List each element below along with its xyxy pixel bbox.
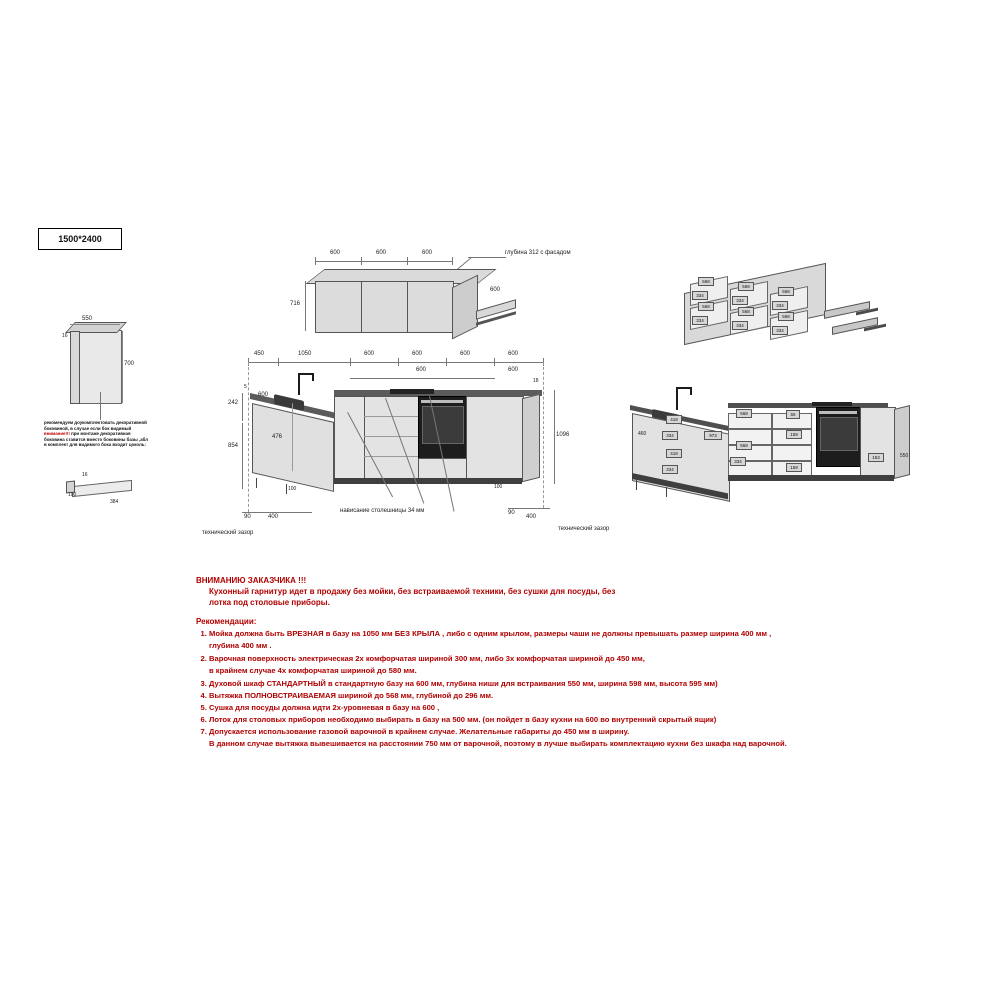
iso-base-right [860, 407, 896, 477]
rec-item-4: 4. Вытяжка ПОЛНОВСТРАИВАЕМАЯ шириной до 568 мм, глубиной до 296 мм. [209, 690, 896, 701]
side-panel-group [0, 0, 200, 520]
upper-cabinet-door-2 [361, 281, 409, 333]
iso-num-153: 153 [868, 453, 884, 462]
upper-height-dimline [305, 281, 306, 331]
dim-854: 854 [228, 443, 239, 449]
lower-width-600d: 600 [508, 351, 519, 357]
plinth-note-line4: боковина ставится вместо боковины базы ,абл [44, 436, 149, 442]
side-panel-width-label: 550 [82, 316, 93, 322]
iso-num-568b: 568 [736, 441, 752, 450]
iso-right-height-label: 550 [900, 453, 909, 459]
plinth-piece [72, 480, 132, 497]
upper-dimtick-1 [315, 257, 316, 265]
dim-leg-100-right: 100 [494, 484, 503, 490]
side-panel-height-dimline [122, 331, 123, 403]
faucet-tip [312, 373, 314, 381]
lower-width-450: 450 [254, 351, 265, 357]
lower-dimtick-1 [278, 358, 279, 366]
iso-upper-num-8: 568 [738, 307, 754, 316]
recommendations-list-2 [196, 653, 896, 664]
iso-left-height-label: 460 [638, 431, 647, 437]
iso-oven-glass [820, 417, 858, 451]
iso-faucet-stem [676, 387, 678, 410]
plinth-note-line2: боковиной, в случае если бок видимый [44, 425, 132, 431]
base-left-sink-width: 600 [258, 392, 269, 398]
lower-right-600: 600 [508, 367, 519, 373]
iso-num-568a: 568 [736, 409, 752, 418]
dim-400-left: 400 [268, 514, 279, 520]
rec-item-2-sub: в крайнем случае 4х комфорчатая шириной до 580 мм. [209, 666, 417, 675]
construction-line-left [248, 362, 249, 512]
iso-upper-num-7: 568 [698, 302, 714, 311]
upper-depth-note: глубина 312 с фасадом [505, 250, 571, 256]
dim-854-line [242, 423, 243, 489]
rec-item-1-sub: глубина 400 мм . [209, 641, 272, 650]
base-cabinet-right-side [522, 394, 540, 482]
iso-num-334b: 334 [662, 465, 678, 474]
side-panel-leader [100, 392, 102, 420]
iso-drawer-7 [772, 445, 812, 461]
recommendations-list [196, 628, 896, 639]
lower-right-18: 18 [533, 378, 539, 384]
side-panel-width-dimline [70, 324, 120, 325]
base-left-height-label: 476 [272, 434, 283, 440]
iso-num-418b: 418 [666, 449, 682, 458]
dim-242: 242 [228, 400, 239, 406]
iso-num-334a: 334 [662, 431, 678, 440]
lower-width-600c: 600 [460, 351, 471, 357]
upper-width-2: 600 [376, 250, 387, 256]
iso-upper-num-10: 334 [692, 316, 708, 325]
overhang-label: нависание столешницы 34 мм [340, 508, 425, 514]
iso-plinth [728, 475, 894, 481]
upper-width-1: 600 [330, 250, 341, 256]
plinth-height-label: 100 [68, 492, 77, 498]
iso-leg-2 [666, 487, 667, 497]
warning-line-2: лотка под столовые приборы. [209, 598, 330, 607]
iso-upper-num-6: 334 [772, 301, 788, 310]
rec-item-7-sub: В данном случае вытяжка вывешивается на расстоянии 750 мм от варочной, поэтому в лучше выбирать комплектацию кухни без шкафа над варочной. [209, 739, 787, 748]
rec-item-5: 5. Сушка для посуды должна идти 2х-уровневая в базу на 600 , [209, 702, 896, 713]
base-cabinet-right [466, 396, 524, 480]
iso-num-55: 55 [786, 410, 800, 419]
iso-faucet-tip [690, 387, 692, 395]
upper-dimtick-3 [407, 257, 408, 265]
iso-kitchen [600, 365, 920, 525]
dim-1096: 1096 [556, 432, 570, 438]
upper-depth-leader [468, 257, 506, 258]
iso-upper-num-5: 334 [732, 296, 748, 305]
faucet-stem [298, 373, 300, 395]
lower-dimtick-5 [494, 358, 495, 366]
base-cabinet-left-door-split [292, 403, 293, 471]
iso-upper-num-12: 334 [772, 326, 788, 335]
plinth-note-line5: в комплект для видимого бока входит цоколь: [44, 442, 146, 448]
iso-num-159a: 159 [786, 430, 802, 439]
dim-1096-line [554, 390, 555, 484]
iso-base-right-side [894, 405, 910, 479]
rec-item-1: 1. Мойка должна быть ВРЕЗНАЯ в базу на 1050 мм БЕЗ КРЫЛА , либо с одним крылом, размеры чаши не должны превышать размер ширина 400 мм , [209, 628, 896, 639]
upper-cabinets-elevation [290, 245, 571, 355]
iso-oven-handle [819, 411, 857, 414]
rec-item-3: 3. Духовой шкаф СТАНДАРТНЫЙ в стандартную базу на 600 мм, глубина ниши для встраивания 550 мм, ширина 598 мм, высота 595 мм) [209, 678, 896, 689]
iso-num-159b: 159 [786, 463, 802, 472]
oven-glass [422, 406, 464, 444]
upper-dimtick-2 [361, 257, 362, 265]
upper-width-3: 600 [422, 250, 433, 256]
leg-left-2 [286, 484, 287, 494]
iso-upper-num-3: 568 [778, 287, 794, 296]
cooktop [390, 389, 434, 394]
iso-num-334c: 334 [730, 457, 746, 466]
dim-90-right: 90 [508, 510, 515, 516]
leg-left-1 [256, 478, 257, 488]
oven-handle [421, 400, 463, 403]
iso-upper-num-11: 334 [732, 321, 748, 330]
iso-upper-num-9: 568 [778, 312, 794, 321]
dim-242-line [242, 393, 243, 421]
recommendations-list-3 [196, 678, 896, 737]
lower-width-600b: 600 [412, 351, 423, 357]
upper-dimline [315, 261, 452, 262]
dim-400-right: 400 [526, 514, 537, 520]
lower-width-1050: 1050 [298, 351, 312, 357]
plinth-thickness-label: 16 [82, 472, 88, 478]
upper-shelf-width-label: 600 [490, 287, 501, 293]
iso-upper-num-2: 568 [738, 282, 754, 291]
bottom-dim-left [242, 512, 312, 513]
title-label: 1500*2400 [58, 234, 102, 244]
drawer-line-2 [364, 436, 418, 437]
plinth-note-attention: внимание!!! [44, 431, 70, 437]
plinth-note [44, 420, 164, 448]
rec-item-7: 7. Допускается использование газовой варочной в крайнем случае. Желательные габариты до 450 мм в ширину. [209, 726, 896, 737]
iso-num-973: 973 [704, 431, 722, 440]
iso-upper-cabinets [670, 258, 900, 368]
dim-leg-100-left: 100 [288, 486, 297, 492]
recommendations-title: Рекомендации: [196, 617, 257, 626]
side-panel-thickness-label: 16 [62, 333, 68, 339]
upper-cabinet-door-3 [407, 281, 454, 333]
dim-5-small: 5 [244, 384, 247, 390]
lower-dimtick-4 [446, 358, 447, 366]
warning-title: ВНИМАНИЮ ЗАКАЗЧИКА !!! [196, 576, 307, 585]
dim-90-left: 90 [244, 514, 251, 520]
rec-item-6: 6. Лоток для столовых приборов необходимо выбирать в базу на 500 мм. (он пойдет в базу кухни на 600 во внутренний скрытый ящик) [209, 714, 896, 725]
iso-cooktop [812, 402, 852, 406]
iso-upper-num-1: 568 [698, 277, 714, 286]
iso-num-418a: 418 [666, 415, 682, 424]
lower-dimline [248, 362, 543, 363]
upper-height-label: 716 [290, 301, 301, 307]
upper-cabinet-door-1 [315, 281, 363, 333]
side-panel-height-label: 700 [124, 361, 135, 367]
tech-gap-left-label: технический зазор [202, 530, 254, 536]
lower-total-600: 600 [416, 367, 427, 373]
plinth-note-line3: при монтаже декоративная [69, 431, 131, 437]
plinth-note-line1: рекомендуем доукомплектовать декоративной [44, 420, 147, 425]
lower-width-600a: 600 [364, 351, 375, 357]
lower-dimtick-2 [350, 358, 351, 366]
customer-notes [196, 575, 896, 749]
side-panel-thickness [70, 331, 80, 404]
upper-cabinet-side-face [452, 275, 478, 340]
iso-leg-1 [636, 480, 637, 490]
lower-dimline-2 [350, 378, 495, 379]
construction-line-right [543, 362, 544, 508]
warning-line-1: Кухонный гарнитур идет в продажу без мойки, без встраиваемой техники, без сушки для посуды, без [209, 587, 616, 596]
tech-gap-right-label: технический зазор [558, 526, 610, 532]
upper-dimtick-4 [452, 257, 453, 265]
iso-upper-num-4: 334 [692, 291, 708, 300]
bottom-dim-right [508, 508, 550, 509]
main-elevation [202, 348, 610, 538]
plinth-length-label: 384 [110, 499, 119, 505]
lower-dimtick-3 [398, 358, 399, 366]
rec-item-2: 2. Варочная поверхность электрическая 2х комфорчатая шириной 300 мм, либо 3х комфорчатая шириной до 450 мм, [209, 653, 896, 664]
